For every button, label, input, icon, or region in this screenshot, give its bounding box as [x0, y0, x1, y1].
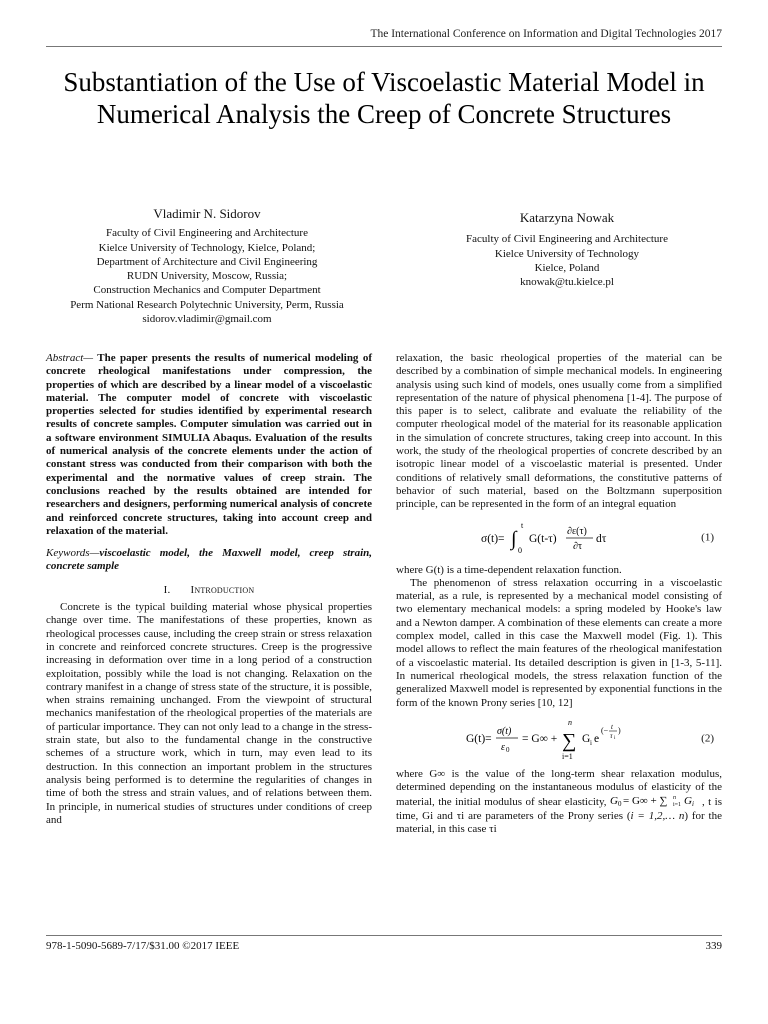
body-paragraph: relaxation, the basic rheological properties of the material can be described by a combination of simple mechanical models. In engineering analysis using such kind of models, ones usually come from a simplified representation of the nature of physical phenomena [1-4]. The purpose of this paper is to select, calibrate and evaluate the reliability of the computer rheological model of the material for its reasonable application in the simulation of concrete structures, taking creep into account. In this work, the study of the rheological properties of concrete described by an isotropic linear model of a viscoelastic material is presented. Under conditions of relatively small deformations, the constitutive patterns of behavior of such material, based on the Boltzmann superposition principle, can be represented in the form of an integral equation [396, 352, 722, 511]
affiliation-line: Faculty of Civil Engineering and Architecture [106, 227, 308, 240]
affiliation-line: Faculty of Civil Engineering and Architecture [466, 233, 668, 246]
svg-text:i: i [691, 800, 694, 808]
section-number: I. [163, 583, 171, 596]
section-title: Introduction [190, 583, 255, 596]
keywords [46, 547, 372, 574]
text-run: ) for the material, in this case τi [396, 809, 722, 836]
svg-text:t: t [611, 722, 613, 731]
svg-text:0: 0 [518, 545, 522, 555]
svg-text:G(t)=: G(t)= [466, 732, 492, 745]
svg-text:n: n [672, 795, 676, 802]
keywords-label: Keywords— [46, 547, 100, 560]
inline-math [610, 794, 702, 807]
affiliation-line: Construction Mechanics and Computer Department [93, 284, 321, 297]
body-paragraph: The phenomenon of stress relaxation occurring in a viscoelastic material, as a rule, is represented by a mechanical model consisting of two elementary mechanical models: a spring modeled by Hooke's law and a Newton damper. A combination of these elements can create a more complex model, called in this case the Maxwell model (Fig. 1). This model allows to reflect the main features of the rheological manifestation of a viscoelastic material. Its detailed description is given in [1-3, 5-11]. In numerical rheological models, the stress relaxation function of the generalized Maxwell model is represented by exponential functions in the form of the known Prony series [10, 12] [396, 576, 722, 709]
svg-text:dτ: dτ [596, 532, 607, 545]
equation-2-formula [464, 716, 654, 762]
svg-text:e: e [594, 732, 600, 745]
author-email: sidorov.vladimir@gmail.com [142, 313, 272, 326]
equation-2 [396, 716, 722, 762]
svg-text:σ(t)=: σ(t)= [481, 532, 505, 545]
intro-paragraph: Concrete is the typical building material whose physical properties change over time. The manifestations of these properties, known as rheological processes cause, including the creep strain or stress relaxation in concrete and reinforced concrete structures. Creep is the progressive increasing in deformation over time in a long period of a construction exploitation, possibly while the load is not changing. Relaxation on the contrary manifest in a change of stress state of the structure, it is possible, when strains remaining unchanged. From the viewpoint of structural mechanics manifestation of the rheological properties of the materials are of particular importance. They can not only lead to a change in the stress-strain state, but also to the fundamental change in the constructive schemes of a structure work, which in turn, may even lead to its destruction. In this connection an important problem in the structures analysis being performed is to determine the regularities of changes in time of both the stress and strain values, and of relations between them. In principle, in numerical studies of structures under conditions of creep and [46, 601, 372, 826]
svg-text:∂ε(τ): ∂ε(τ) [567, 525, 587, 537]
affiliation-line: Perm National Research Polytechnic University, Perm, Russia [70, 298, 344, 311]
svg-text:G: G [609, 795, 618, 808]
left-column [46, 352, 372, 827]
svg-text:(−: (− [601, 725, 609, 735]
svg-text:i=1: i=1 [562, 751, 573, 761]
affiliation-line: Kielce University of Technology, Kielce, Poland; [98, 241, 316, 254]
svg-text:i=1: i=1 [672, 802, 682, 808]
author-name: Katarzyna Nowak [519, 210, 615, 225]
right-column [396, 352, 722, 836]
svg-text:): ) [618, 725, 621, 735]
header-divider [46, 46, 722, 47]
svg-text:0: 0 [506, 745, 510, 754]
footer-copyright: 978-1-5090-5689-7/17/$31.00 ©2017 IEEE [46, 940, 240, 952]
abstract [46, 352, 372, 538]
svg-text:∫: ∫ [511, 527, 517, 550]
equation-number: (2) [701, 732, 714, 745]
affiliation-line: Kielce University of Technology [494, 247, 640, 260]
svg-text:σ(t): σ(t) [497, 725, 512, 737]
affiliation-line: Kielce, Poland [534, 261, 600, 274]
svg-text:G(t-τ): G(t-τ) [529, 532, 557, 545]
svg-text:G: G [582, 732, 591, 745]
text-run: i = 1,2,… n [630, 809, 685, 822]
equation-number: (1) [701, 530, 714, 543]
running-header: The International Conference on Information and Digital Technologies 2017 [370, 28, 722, 40]
section-heading [46, 584, 372, 597]
page-number: 339 [705, 940, 722, 952]
svg-text:0: 0 [617, 800, 622, 808]
author-name: Vladimir N. Sidorov [153, 206, 261, 221]
svg-text:∂τ: ∂τ [573, 540, 582, 552]
author-block-1 [40, 207, 374, 326]
body-paragraph [396, 768, 722, 836]
author-block-2 [400, 211, 734, 289]
svg-text:= G∞ + ∑: = G∞ + ∑ [622, 795, 668, 808]
equation-1 [396, 518, 722, 558]
svg-text:∑: ∑ [562, 729, 577, 752]
svg-text:= G∞ +: = G∞ + [522, 732, 558, 745]
svg-text:n: n [568, 717, 572, 727]
svg-text:ε: ε [501, 741, 505, 753]
affiliation-line: Department of Architecture and Civil Engineering [96, 255, 318, 268]
abstract-label: Abstract— [46, 352, 94, 364]
svg-text:t: t [521, 520, 524, 530]
paper-title: Substantiation of the Use of Viscoelastic Material Model in Numerical Analysis the Creep of Concrete Structures [63, 67, 705, 129]
keywords-text: viscoelastic model, the Maxwell model, creep strain, concrete sample [46, 547, 372, 573]
svg-text:i: i [590, 738, 592, 747]
text-run: , t is time, Gi and τi are parameters of the Prony series ( [396, 796, 722, 822]
svg-text:G: G [683, 795, 692, 808]
abstract-text: The paper presents the results of numerical modeling of concrete rheological manifestations under compression, the properties of which are described by a linear model of a viscoelastic material. The computer model of concrete with viscoelastic properties selected for studies identified by experimental research results of concrete samples. Computer simulation was carried out in a software environment SIMULIA Abaqus. Evaluation of the results of numerical analysis of the concrete elements under the action of constant stress was conducted from their comparison with both the experimental and the normative values of creep strain. The conclusions reached by the results obtained are intended for researchers and designers, performing numerical analysis of concrete and reinforced concrete structures, taking into account creep and relaxation of the material. [46, 352, 372, 537]
affiliation-line: RUDN University, Moscow, Russia; [126, 270, 288, 283]
svg-text:i: i [614, 735, 616, 741]
author-email: knowak@tu.kielce.pl [520, 276, 614, 289]
svg-text:τ: τ [610, 731, 613, 740]
equation-1-formula [479, 518, 639, 558]
footer-divider [46, 935, 722, 936]
text-run: where G∞ is the value of the long-term shear relaxation modulus, determined depending on the instantaneous modulus of elasticity of the material, the initial modulus of shear elasticity, [396, 767, 722, 809]
body-paragraph: where G(t) is a time-dependent relaxation function. [396, 563, 622, 576]
